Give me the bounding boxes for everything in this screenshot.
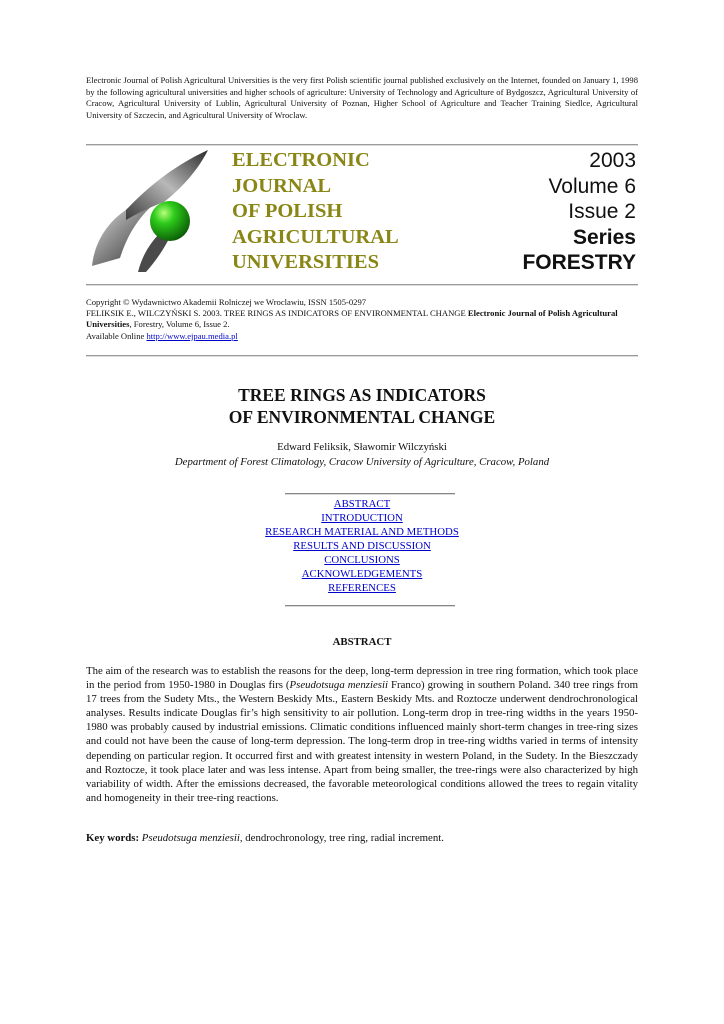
article-title: [86, 384, 638, 428]
issue-volume: Volume 6: [548, 174, 636, 198]
journal-title-line-5: UNIVERSITIES: [232, 251, 379, 273]
article-title-line-2: OF ENVIRONMENTAL CHANGE: [228, 407, 496, 427]
copyright-bottom-rule: [86, 355, 638, 357]
affiliation: Department of Forest Climatology, Cracow University of Agriculture, Cracow, Poland: [174, 456, 550, 468]
citation-details: , Forestry, Volume 6, Issue 2.: [129, 319, 230, 330]
abstract-text-2: Franco) growing in southern Poland. 340 tree rings from 17 trees from the Sudety Mts., the Western Beskidy Mts., Eastern Beskidy Mts. and Roztocze underwent dendrochronological analyses. Results indicate Douglas fir’s high sensitivity to air pollution. Long-term drop in tree-ring widths in the years 1950-1980 was probably caused by industrial emissions. Climatic conditions influenced mainly short-term changes in tree-ring sizes and could not have been the cause of long-term depression. The long-term drop in tree-ring widths varied in terms of intensity depending on particular region. It occurred first and with greatest intensity in western Poland, in the Sudety. In the Bieszczady and Roztocze, it took place later and was less intense. Apart from being smaller, the tree-rings were also characterized by high variability of width. After the emissions decreased, the favorable meteorological conditions allowed the trees to regain vitality and homogeneity in their tree-ring reactions.: [86, 679, 638, 804]
journal-title: [232, 148, 399, 276]
header-top-rule: [86, 144, 638, 146]
author-block: [86, 440, 638, 470]
abstract-body: [86, 664, 638, 805]
toc-link-acknowledgements[interactable]: ACKNOWLEDGEMENTS: [301, 568, 423, 580]
issue-info: [522, 148, 636, 276]
toc-link-introduction[interactable]: INTRODUCTION: [321, 512, 403, 524]
copyright-block: [86, 297, 638, 342]
citation-journal: Electronic Journal of Polish Agricultural Universities: [86, 308, 618, 330]
authors: Edward Feliksik, Sławomir Wilczyński: [277, 441, 447, 453]
citation-text: FELIKSIK E., WILCZYŃSKI S. 2003. TREE RINGS AS INDICATORS OF ENVIRONMENTAL CHANGE: [86, 308, 468, 319]
toc-link-abstract[interactable]: ABSTRACT: [333, 498, 391, 510]
toc-link-conclusions[interactable]: CONCLUSIONS: [324, 554, 400, 566]
green-sphere-icon: [150, 201, 190, 241]
journal-title-line-3: OF POLISH: [232, 200, 343, 222]
toc-top-rule: [285, 493, 455, 495]
issue-year: 2003: [589, 149, 636, 172]
keywords-list: , dendrochronology, tree ring, radial increment.: [239, 832, 444, 844]
article-title-line-1: TREE RINGS AS INDICATORS: [238, 385, 486, 405]
toc-link-references[interactable]: REFERENCES: [328, 582, 396, 594]
keywords-species: Pseudotsuga menziesii: [141, 832, 240, 844]
series-label: Series: [572, 225, 636, 249]
abstract-text-1: The aim of the research was to establish the reasons for the deep, long-term depression in tree ring formation, which took place in the period from 1950-1980 in Douglas firs (: [86, 665, 638, 692]
issue-number: Issue 2: [568, 200, 636, 223]
journal-title-line-2: JOURNAL: [232, 174, 332, 197]
journal-intro: Electronic Journal of Polish Agricultural Universities is the very first Polish scientific journal published exclusively on the Internet, founded on January 1, 1998 by the following agricultural universities and higher schools of agriculture: University of Technology and Agriculture of Bydgoszcz, Agricultural University of Cracow, Agricultural University of Lublin, Agricultural University of Poznan, Higher School of Agriculture and Teacher Training Siedlce, Agricultural University of Szczecin, and Agricultural University of Wroclaw.: [86, 75, 638, 120]
citation: [86, 308, 638, 330]
journal-title-line-4: AGRICULTURAL: [232, 225, 399, 248]
abstract-heading: ABSTRACT: [332, 636, 392, 648]
available-label: Available Online: [86, 330, 147, 341]
availability: [86, 331, 638, 342]
toc-link-results[interactable]: RESULTS AND DISCUSSION: [293, 540, 431, 552]
toc-link-methods[interactable]: RESEARCH MATERIAL AND METHODS: [265, 526, 459, 538]
journal-title-line-1: ELECTRONIC: [232, 149, 370, 171]
table-of-contents: [86, 497, 638, 595]
keywords-label: Key words:: [86, 832, 140, 844]
toc-bottom-rule: [285, 605, 455, 607]
header-bottom-rule: [86, 284, 638, 286]
copyright-line: Copyright © Wydawnictwo Akademii Rolniczej we Wroclawiu, ISSN 1505-0297: [86, 297, 367, 307]
abstract-species: Pseudotsuga menziesii: [289, 679, 388, 692]
keywords: [86, 831, 638, 845]
series-name: FORESTRY: [522, 251, 636, 274]
journal-url-link[interactable]: http://www.ejpau.media.pl: [146, 330, 238, 341]
journal-logo: [86, 148, 226, 273]
